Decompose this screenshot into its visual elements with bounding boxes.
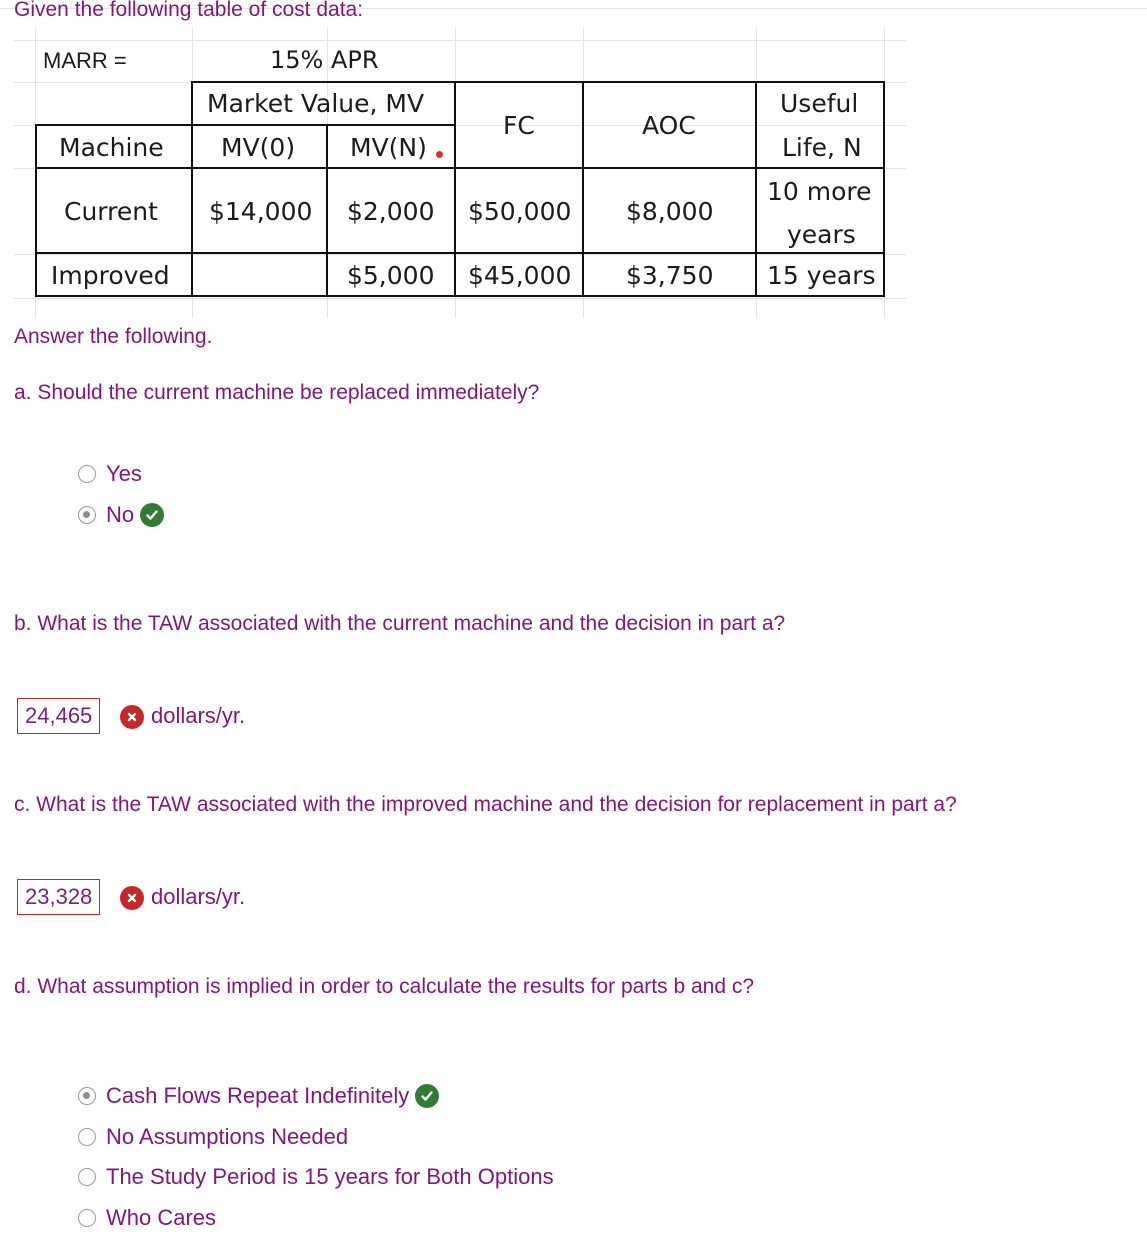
radio-yes[interactable]: [78, 465, 96, 483]
units-label: dollars/yr.: [151, 703, 246, 728]
row-improved-mvn: $5,000: [347, 261, 435, 290]
table-border: [454, 81, 456, 297]
question-a-text: a. Should the current machine be replaced immediately?: [14, 381, 540, 404]
col-life-line2: Life, N: [782, 133, 862, 162]
table-border: [35, 295, 885, 297]
radio-who-cares[interactable]: [78, 1209, 96, 1227]
grid-line: [14, 40, 906, 41]
row-current-fc: $50,000: [468, 197, 572, 226]
units-label: dollars/yr.: [151, 884, 246, 909]
incorrect-x-icon: [120, 705, 144, 729]
option-label: Yes: [106, 461, 142, 486]
col-life-line1: Useful: [780, 89, 859, 118]
option-label: Cash Flows Repeat Indefinitely: [106, 1083, 410, 1108]
intro-text: Given the following table of cost data:: [14, 0, 364, 21]
option-no[interactable]: [78, 502, 164, 528]
question-c-text: c. What is the TAW associated with the improved machine and the decision for replacement in part a?: [14, 793, 957, 816]
option-label: The Study Period is 15 years for Both Options: [106, 1164, 554, 1189]
table-border: [35, 124, 456, 126]
option-no-assumptions[interactable]: [78, 1124, 348, 1150]
col-fc: FC: [503, 111, 535, 140]
table-border: [582, 81, 584, 297]
option-who-cares[interactable]: [78, 1205, 216, 1231]
question-d-text: d. What assumption is implied in order to calculate the results for parts b and c?: [14, 975, 755, 998]
row-current-mv0: $14,000: [209, 197, 313, 226]
table-border: [191, 81, 193, 297]
col-machine: Machine: [59, 133, 164, 162]
table-border: [192, 81, 885, 83]
row-current-life-line2: years: [787, 220, 856, 249]
radio-no[interactable]: [78, 506, 96, 524]
grid-line: [14, 254, 906, 255]
col-mvn: MV(N): [350, 133, 427, 162]
row-current-machine: Current: [64, 197, 158, 226]
table-border: [883, 81, 885, 297]
option-label: No: [106, 502, 135, 527]
row-current-life-line1: 10 more: [767, 177, 872, 206]
incorrect-x-icon: [120, 886, 144, 910]
col-aoc: AOC: [642, 111, 696, 140]
row-current-aoc: $8,000: [626, 197, 714, 226]
table-border: [755, 81, 757, 297]
radio-cash-flows-repeat[interactable]: [78, 1087, 96, 1105]
row-current-mvn: $2,000: [347, 197, 435, 226]
cost-data-table-image: [0, 0, 1147, 320]
table-border: [35, 124, 37, 297]
marr-label: MARR =: [43, 48, 127, 73]
mv-header: Market Value, MV: [207, 89, 425, 118]
red-dot-marker: [436, 151, 443, 158]
taw-current-answer-field[interactable]: 24,465: [17, 698, 100, 734]
option-yes[interactable]: [78, 461, 142, 487]
question-b-text: b. What is the TAW associated with the current machine and the decision in part a?: [14, 612, 786, 635]
table-border: [326, 124, 328, 297]
row-improved-aoc: $3,750: [626, 261, 714, 290]
option-label: Who Cares: [106, 1205, 217, 1230]
prompt-text: Answer the following.: [14, 325, 213, 348]
row-improved-fc: $45,000: [468, 261, 572, 290]
option-label: No Assumptions Needed: [106, 1124, 349, 1149]
row-improved-machine: Improved: [51, 261, 170, 290]
correct-check-icon: [415, 1084, 439, 1108]
radio-study-period[interactable]: [78, 1168, 96, 1186]
table-border: [35, 252, 885, 254]
taw-improved-answer-field[interactable]: 23,328: [17, 879, 100, 915]
option-study-period[interactable]: [78, 1164, 554, 1190]
grid-line: [14, 298, 906, 299]
marr-value: 15% APR: [270, 46, 379, 74]
option-cash-flows-repeat[interactable]: [78, 1083, 439, 1109]
row-improved-life: 15 years: [767, 261, 876, 290]
col-mv0: MV(0): [221, 133, 296, 162]
correct-check-icon: [140, 503, 164, 527]
table-border: [35, 167, 885, 169]
radio-no-assumptions[interactable]: [78, 1128, 96, 1146]
